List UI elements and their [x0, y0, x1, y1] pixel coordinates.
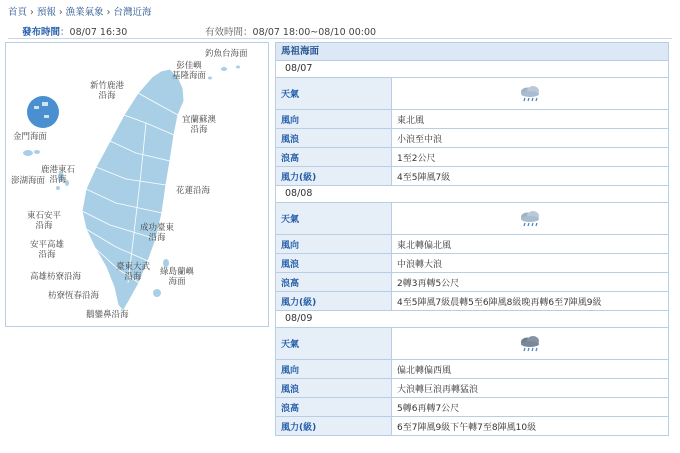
valid-time: 有效時間：08/07 18:00~08/10 00:00 — [205, 27, 377, 38]
taiwan-sea-map — [5, 42, 269, 327]
kinmen-islands[interactable] — [23, 150, 40, 156]
breadcrumb-separator: › — [30, 7, 34, 18]
forecast-panel-title: 馬祖海面 — [275, 42, 669, 61]
row-label: 風力(級) — [276, 167, 392, 186]
table-row — [276, 167, 669, 186]
forecast-table — [275, 202, 669, 311]
table-row — [276, 273, 669, 292]
map-label-penghu[interactable]: 澎湖海面 — [11, 176, 46, 186]
table-row — [276, 110, 669, 129]
breadcrumb-current[interactable]: 台灣近海 — [113, 7, 152, 18]
table-row — [276, 235, 669, 254]
table-row — [276, 398, 669, 417]
rain-cloud-icon — [518, 85, 542, 103]
forecast-date: 08/07 — [275, 61, 669, 77]
row-label: 風浪 — [276, 379, 392, 398]
map-label-diaoyutai[interactable]: 釣魚台海面 — [205, 49, 248, 59]
table-row — [276, 254, 669, 273]
issue-time-value: 08/07 16:30 — [69, 27, 128, 38]
breadcrumb — [8, 4, 152, 18]
row-label: 浪高 — [276, 398, 392, 417]
map-label-hualien[interactable]: 花蓮沿海 — [176, 186, 211, 196]
row-value: 大浪轉巨浪再轉猛浪 — [392, 379, 669, 398]
valid-time-label: 有效時間 — [205, 27, 244, 38]
row-label: 風力(級) — [276, 417, 392, 436]
map-label-dongshi-anping[interactable]: 東石安平 沿海 — [27, 211, 62, 231]
row-label: 浪高 — [276, 148, 392, 167]
map-label-matsu[interactable]: 馬祖海面 — [21, 83, 56, 93]
weather-label: 天氣 — [276, 203, 392, 235]
map-label-pengjia[interactable]: 彭佳嶼 基隆海面 — [172, 61, 207, 81]
row-label: 風向 — [276, 235, 392, 254]
map-label-chenggong-taitung[interactable]: 成功臺東 沿海 — [140, 223, 175, 243]
table-row — [276, 379, 669, 398]
forecast-panel — [275, 42, 669, 436]
row-value: 6至7陣風9級下午轉7至8陣風10級 — [392, 417, 669, 436]
table-row — [276, 148, 669, 167]
row-value: 東北風 — [392, 110, 669, 129]
map-label-lugang-dongshi[interactable]: 鹿港東石 沿海 — [41, 165, 76, 185]
map-label-hsinchu-lugang[interactable]: 新竹鹿港 沿海 — [90, 81, 125, 101]
table-row — [276, 328, 669, 360]
row-value: 偏北轉偏西風 — [392, 360, 669, 379]
map-label-fangliao-hengchun[interactable]: 枋寮恆春沿海 — [48, 291, 100, 301]
row-value: 1至2公尺 — [392, 148, 669, 167]
breadcrumb-separator: › — [58, 7, 63, 18]
forecast-date: 08/08 — [275, 186, 669, 202]
valid-time-value: 08/07 18:00~08/10 00:00 — [252, 27, 377, 38]
table-row — [276, 360, 669, 379]
map-label-yilan[interactable]: 宜蘭蘇澳 沿海 — [182, 115, 217, 135]
row-value: 4至5陣風7級晨轉5至6陣風8級晚再轉6至7陣風9級 — [392, 292, 669, 311]
issue-time: 發布時間：08/07 16:30 — [22, 27, 128, 38]
issue-time-label: 發布時間 — [22, 27, 61, 38]
breadcrumb-forecast[interactable]: 預報 — [36, 7, 56, 18]
forecast-table — [275, 327, 669, 436]
row-value: 5轉6再轉7公尺 — [392, 398, 669, 417]
row-label: 風浪 — [276, 254, 392, 273]
dark-rain-cloud-icon — [518, 335, 542, 353]
breadcrumb-fishery[interactable]: 漁業氣象 — [65, 7, 104, 18]
map-label-kaohsiung-fangliao[interactable]: 高雄枋寮沿海 — [30, 272, 82, 282]
row-label: 浪高 — [276, 273, 392, 292]
row-value: 小浪至中浪 — [392, 129, 669, 148]
map-label-anping-kaohsiung[interactable]: 安平高雄 沿海 — [30, 240, 65, 260]
row-value: 2轉3再轉5公尺 — [392, 273, 669, 292]
pengjia-island[interactable] — [208, 77, 212, 80]
forecast-date: 08/09 — [275, 311, 669, 327]
table-row — [276, 203, 669, 235]
row-value: 東北轉偏北風 — [392, 235, 669, 254]
divider — [8, 38, 672, 39]
map-label-eluanbi[interactable]: 鵝鑾鼻沿海 — [86, 310, 129, 320]
matsu-selected-marker[interactable] — [27, 96, 59, 128]
map-label-green-orchid[interactable]: 綠島蘭嶼 海面 — [160, 267, 195, 287]
map-label-taitung-dawu[interactable]: 臺東大武 沿海 — [116, 262, 151, 282]
table-row — [276, 292, 669, 311]
breadcrumb-separator: › — [106, 7, 111, 18]
weather-label: 天氣 — [276, 328, 392, 360]
forecast-table — [275, 77, 669, 186]
rain-cloud-icon — [518, 210, 542, 228]
row-value: 中浪轉大浪 — [392, 254, 669, 273]
row-value: 4至5陣風7級 — [392, 167, 669, 186]
table-row — [276, 417, 669, 436]
row-label: 風向 — [276, 360, 392, 379]
diaoyutai-islands[interactable] — [221, 66, 240, 72]
map-label-kinmen[interactable]: 金門海面 — [13, 132, 48, 142]
table-row — [276, 129, 669, 148]
row-label: 風向 — [276, 110, 392, 129]
table-row — [276, 78, 669, 110]
weather-label: 天氣 — [276, 78, 392, 110]
breadcrumb-home[interactable]: 首頁 — [8, 7, 28, 18]
row-label: 風力(級) — [276, 292, 392, 311]
row-label: 風浪 — [276, 129, 392, 148]
